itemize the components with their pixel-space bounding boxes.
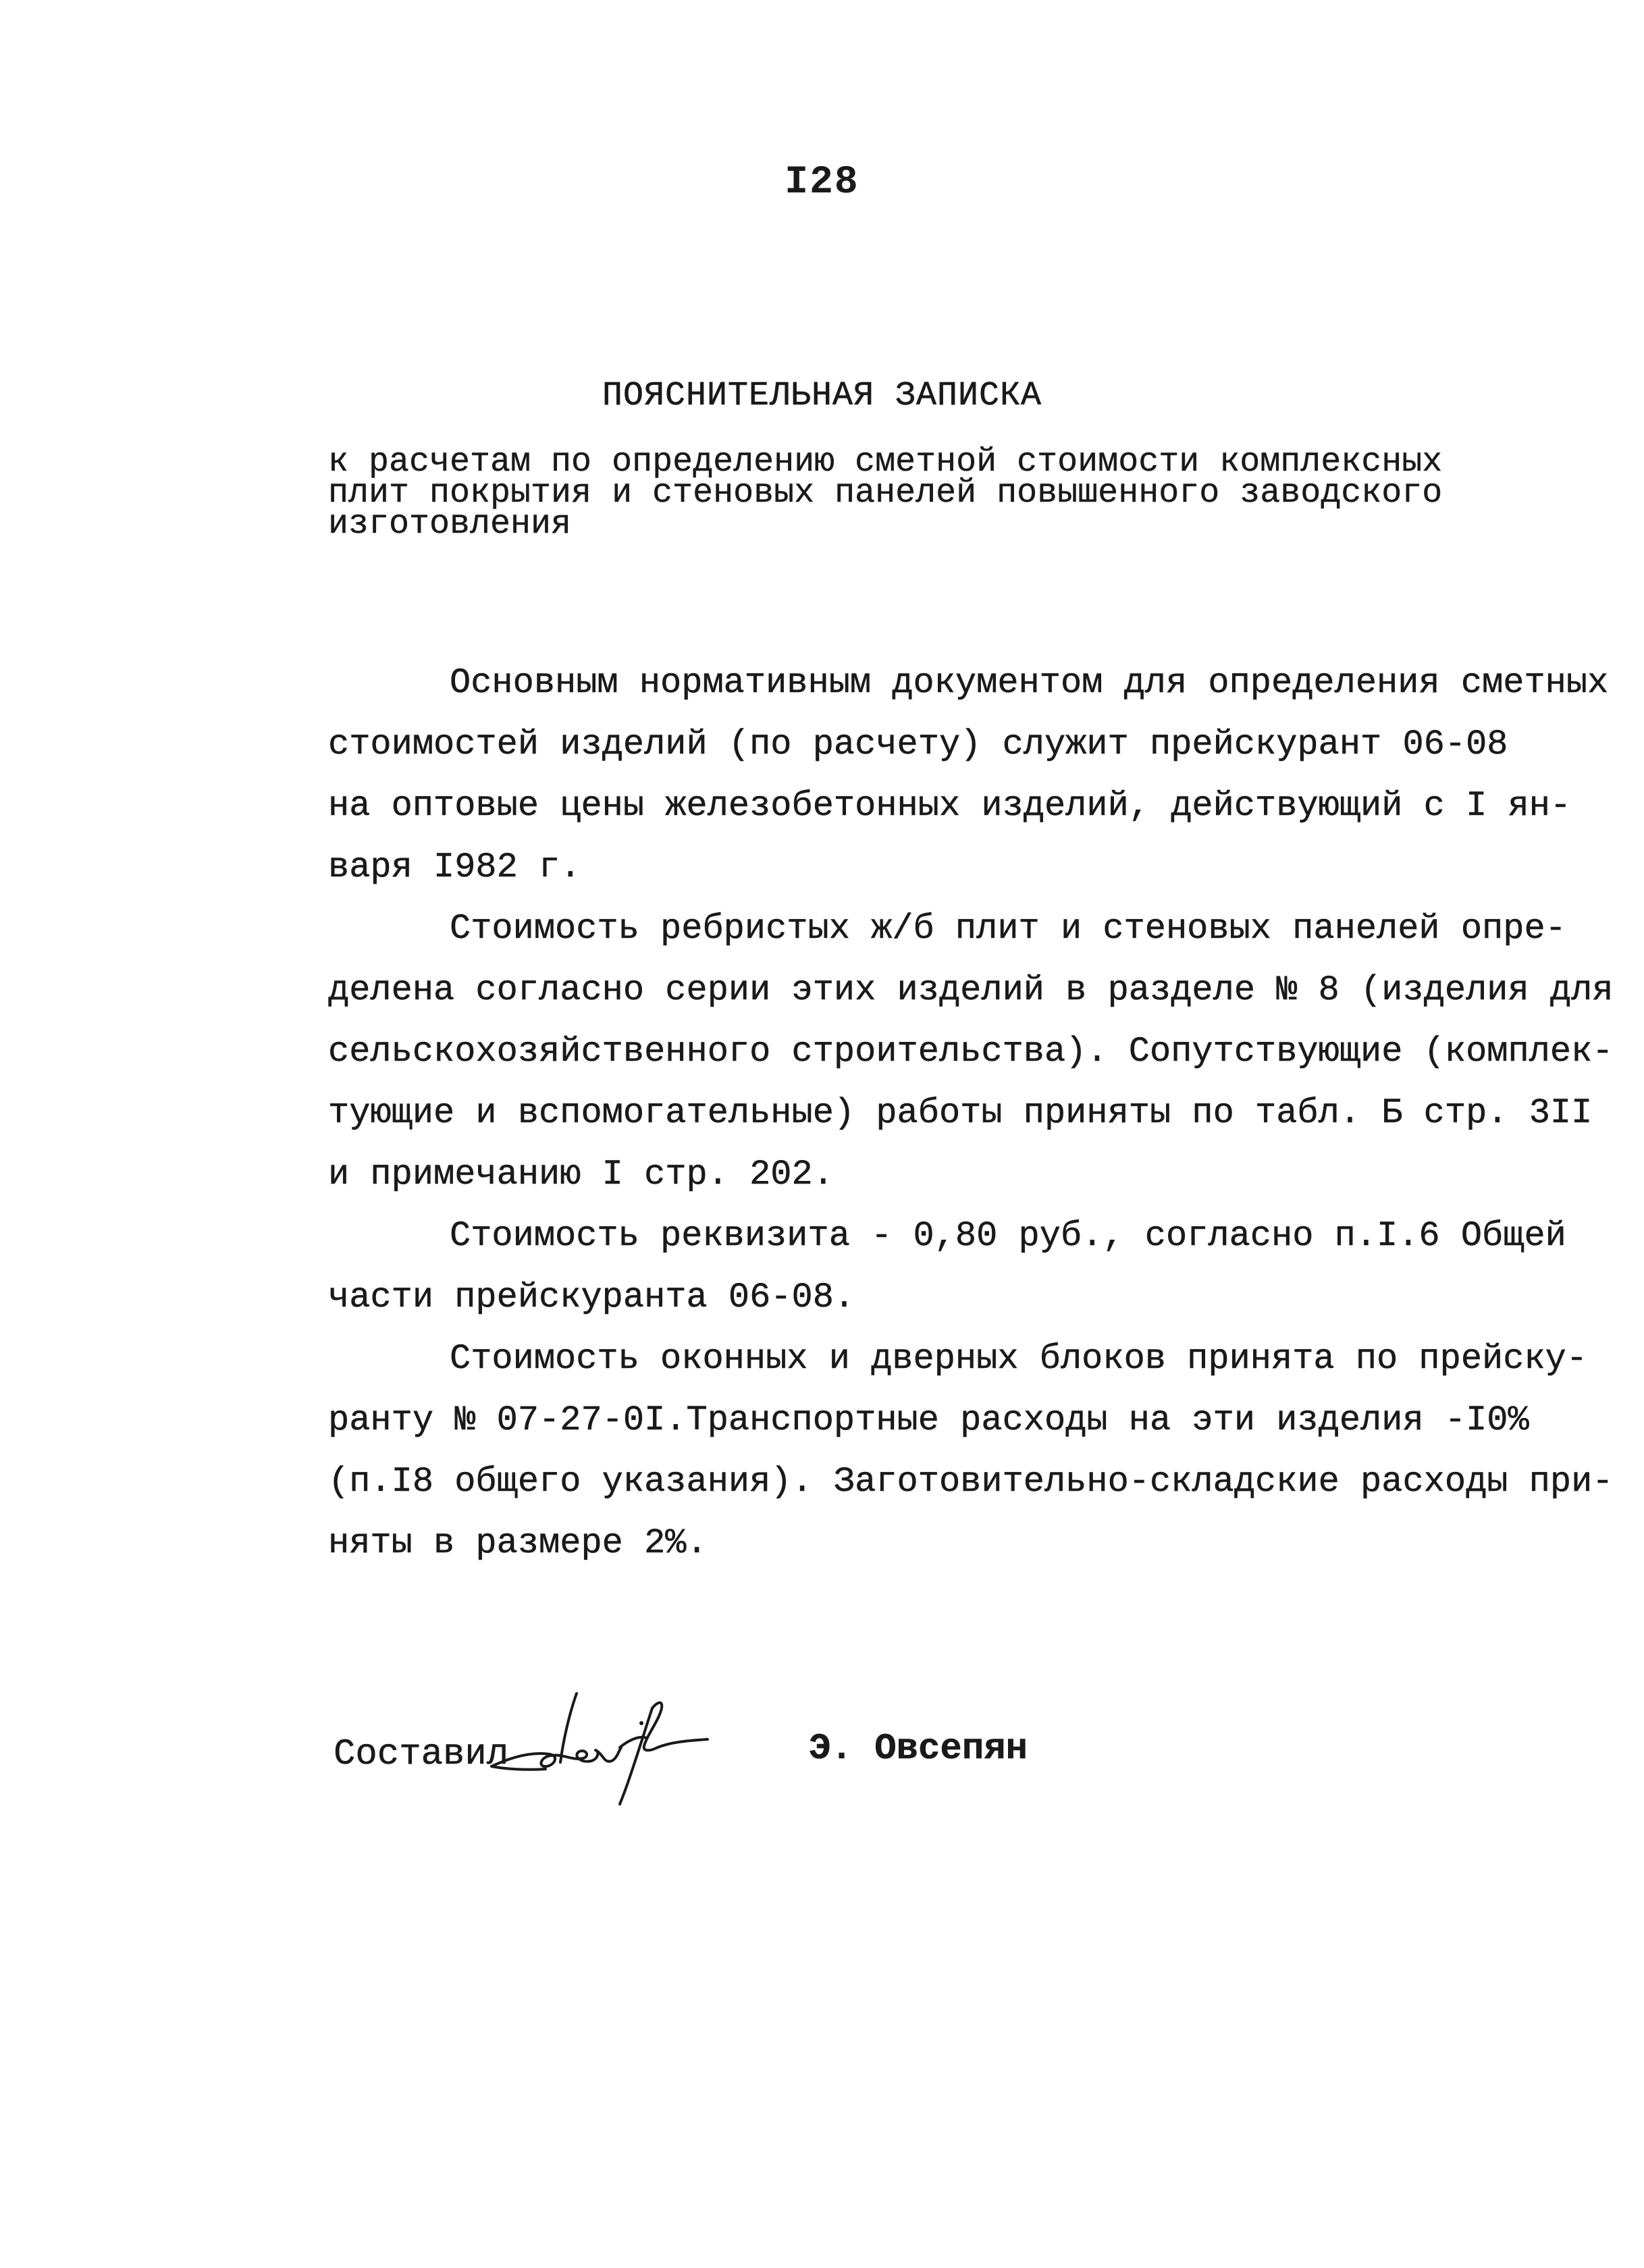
text-line: няты в размере 2%. xyxy=(328,1523,708,1563)
document-body xyxy=(328,652,1614,1574)
subtitle-line: плит покрытия и стеновых панелей повышенного заводского xyxy=(328,474,1443,512)
subtitle-line: изготовления xyxy=(328,505,572,544)
text-line: Стоимость оконных и дверных блоков принята по прейску- xyxy=(450,1339,1588,1379)
text-line: варя I982 г. xyxy=(328,847,581,887)
subtitle-line: к расчетам по определению сметной стоимости комплексных xyxy=(328,443,1443,481)
signatory-name: Э. Овсепян xyxy=(809,1729,1028,1770)
document-title: ПОЯСНИТЕЛЬНАЯ ЗАПИСКА xyxy=(602,377,1042,415)
paragraph-3 xyxy=(328,1205,1566,1328)
document-subtitle xyxy=(328,443,1443,544)
paragraph-4 xyxy=(328,1328,1614,1574)
text-line: сельскохозяйственного строительства). Сопутствующие (комплек- xyxy=(328,1032,1614,1072)
page-number: I28 xyxy=(785,161,859,205)
text-line: тующие и вспомогательные) работы приняты по табл. Б стр. 3II xyxy=(328,1093,1593,1133)
signature-label: Составил xyxy=(334,1734,509,1775)
text-line: стоимостей изделий (по расчету) служит прейскурант 06-08 xyxy=(328,724,1508,764)
text-line: ранту № 07-27-0I.Транспортные расходы на эти изделия -I0% xyxy=(328,1400,1529,1440)
text-line: части прейскуранта 06-08. xyxy=(328,1277,855,1317)
text-line: Стоимость реквизита - 0,80 руб., согласно п.I.6 Общей xyxy=(450,1216,1566,1256)
handwritten-signature xyxy=(485,1681,728,1810)
signature-block xyxy=(328,1681,1273,1830)
text-line: делена согласно серии этих изделий в разделе № 8 (изделия для xyxy=(328,970,1614,1010)
paragraph-1 xyxy=(328,652,1609,898)
text-line: Стоимость ребристых ж/б плит и стеновых панелей опре- xyxy=(450,909,1566,949)
text-line: (п.I8 общего указания). Заготовительно-складские расходы при- xyxy=(328,1462,1614,1502)
paragraph-2 xyxy=(328,898,1614,1205)
text-line: Основным нормативным документом для определения сметных xyxy=(450,663,1609,703)
text-line: и примечанию I стр. 202. xyxy=(328,1155,834,1194)
text-line: на оптовые цены железобетонных изделий, действующий с I ян- xyxy=(328,786,1572,826)
